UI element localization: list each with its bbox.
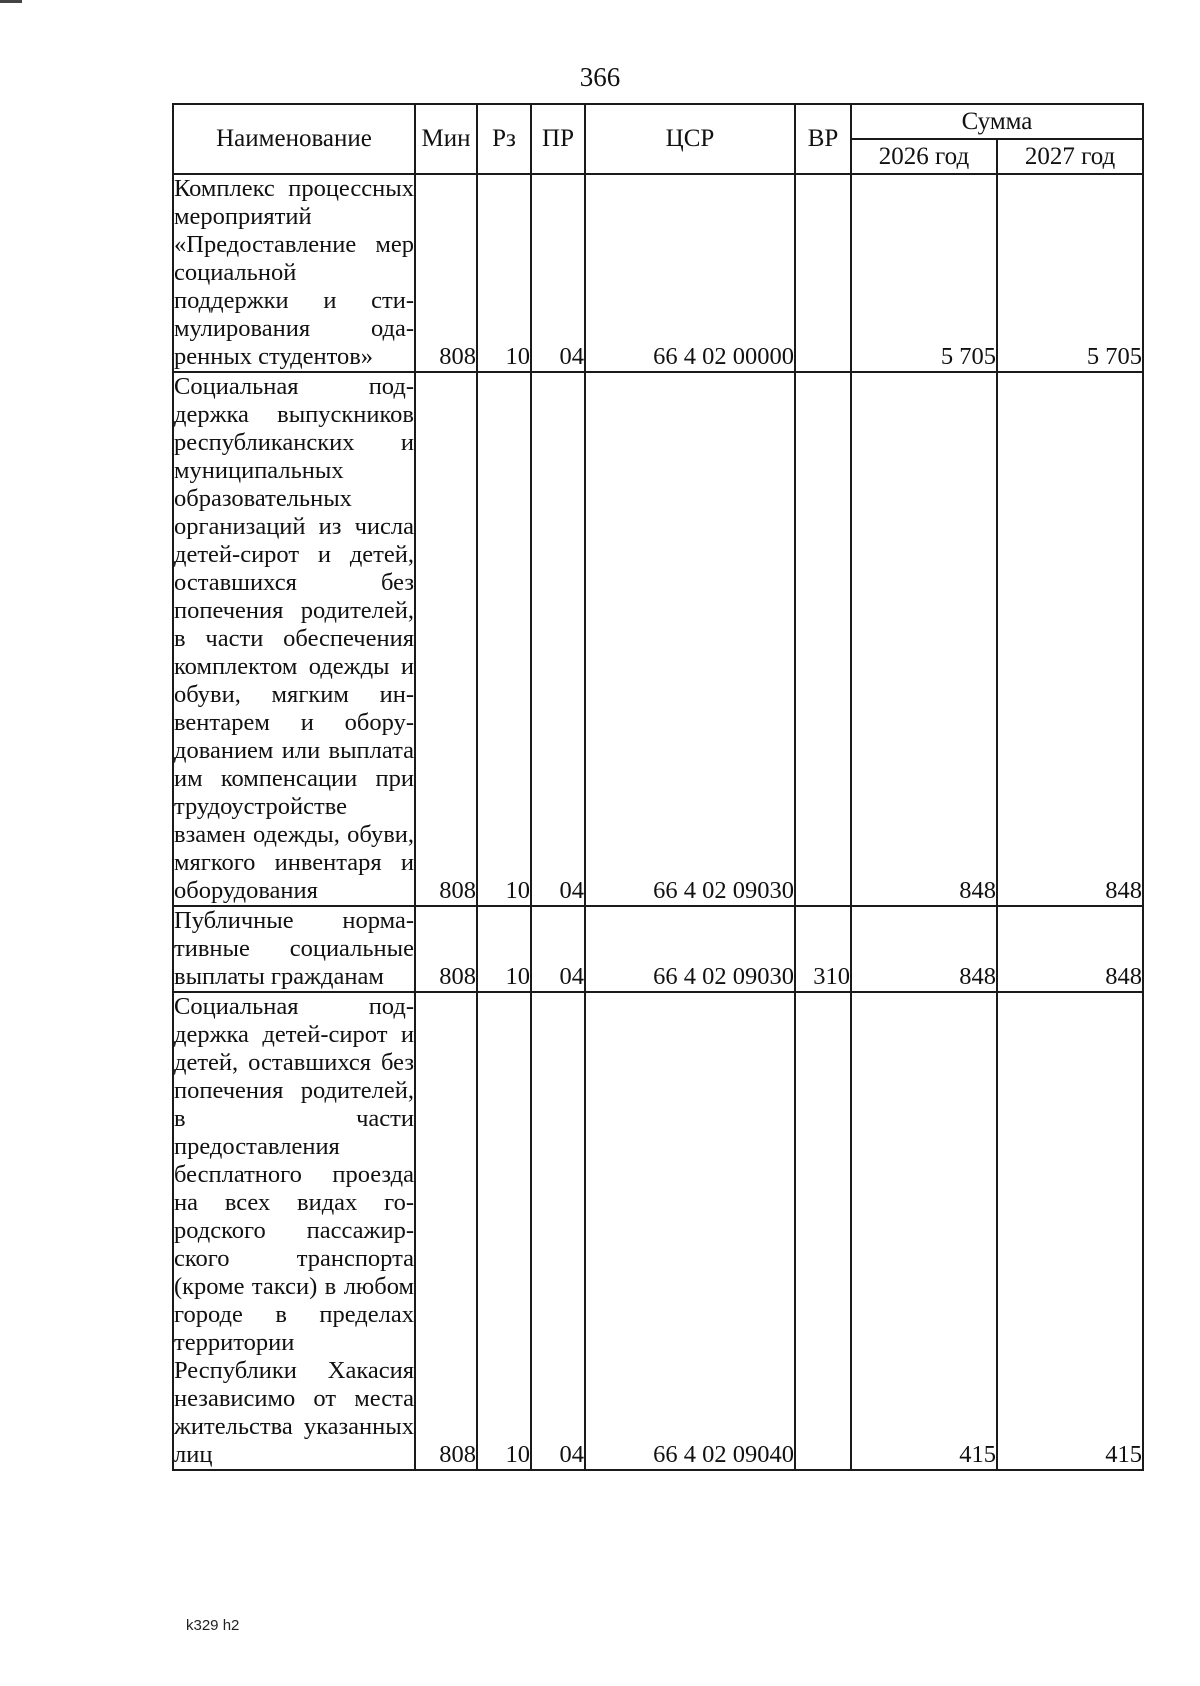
row-pr: 04 [531,992,585,1470]
table-row [173,992,1143,1470]
header-year-2026: 2026 год [851,139,997,174]
table-row [173,906,1143,992]
row-csr: 66 4 02 09040 [585,992,795,1470]
row-name: Социальная поддержка выпускников республиканских и муниципальных образовательных организаций из числа детей-сирот и детей, оставшихся без попечения родителей, в части обеспечения комплектом одежды и обуви, мягким инвентарем и оборудованием или выплата им компенсации при трудоустройстве взамен одежды, обуви, мягкого инвентаря и оборудования [174,373,414,904]
row-csr: 66 4 02 09030 [585,906,795,992]
document-footer-code: k329 h2 [186,1617,240,1634]
row-vr [795,372,851,906]
header-csr: ЦСР [585,104,795,174]
row-pr: 04 [531,372,585,906]
scan-corner-mark [0,0,22,3]
row-pr: 04 [531,906,585,992]
header-pr: ПР [531,104,585,174]
row-rz: 10 [477,372,531,906]
row-sum-2026: 848 [851,906,997,992]
row-name: Публичные нормативные социальные выплаты гражданам [174,907,414,990]
row-name: Социальная поддержка детей-сирот и детей, оставшихся без попечения родителей, в части предоставления бесплатного проезда на всех видах городского пассажирского транспорта (кроме такси) в любом городе в пределах территории Республики Хакасия независимо от места жительства указанных лиц [174,993,414,1468]
header-row [173,104,1143,139]
page-number: 366 [579,62,621,92]
header-sum: Сумма [851,104,1143,139]
header-year-2027: 2027 год [997,139,1143,174]
row-min: 808 [415,906,477,992]
row-sum-2027: 848 [997,906,1143,992]
table-row [173,372,1143,906]
row-vr [795,174,851,372]
header-name: Наименование [173,104,415,174]
row-sum-2027: 848 [997,372,1143,906]
row-sum-2026: 848 [851,372,997,906]
row-vr [795,992,851,1470]
header-vr: ВР [795,104,851,174]
row-min: 808 [415,372,477,906]
row-sum-2026: 415 [851,992,997,1470]
row-vr: 310 [795,906,851,992]
header-rz: Рз [477,104,531,174]
table-row [173,174,1143,372]
budget-table [172,103,1144,1471]
row-csr: 66 4 02 00000 [585,174,795,372]
row-sum-2027: 415 [997,992,1143,1470]
row-rz: 10 [477,174,531,372]
row-min: 808 [415,992,477,1470]
row-sum-2026: 5 705 [851,174,997,372]
row-csr: 66 4 02 09030 [585,372,795,906]
row-name: Комплекс процессных мероприятий «Предоставление мер социальной поддержки и стимулирования одаренных студентов» [174,175,414,370]
row-pr: 04 [531,174,585,372]
row-rz: 10 [477,992,531,1470]
header-min: Мин [415,104,477,174]
row-rz: 10 [477,906,531,992]
row-min: 808 [415,174,477,372]
row-sum-2027: 5 705 [997,174,1143,372]
